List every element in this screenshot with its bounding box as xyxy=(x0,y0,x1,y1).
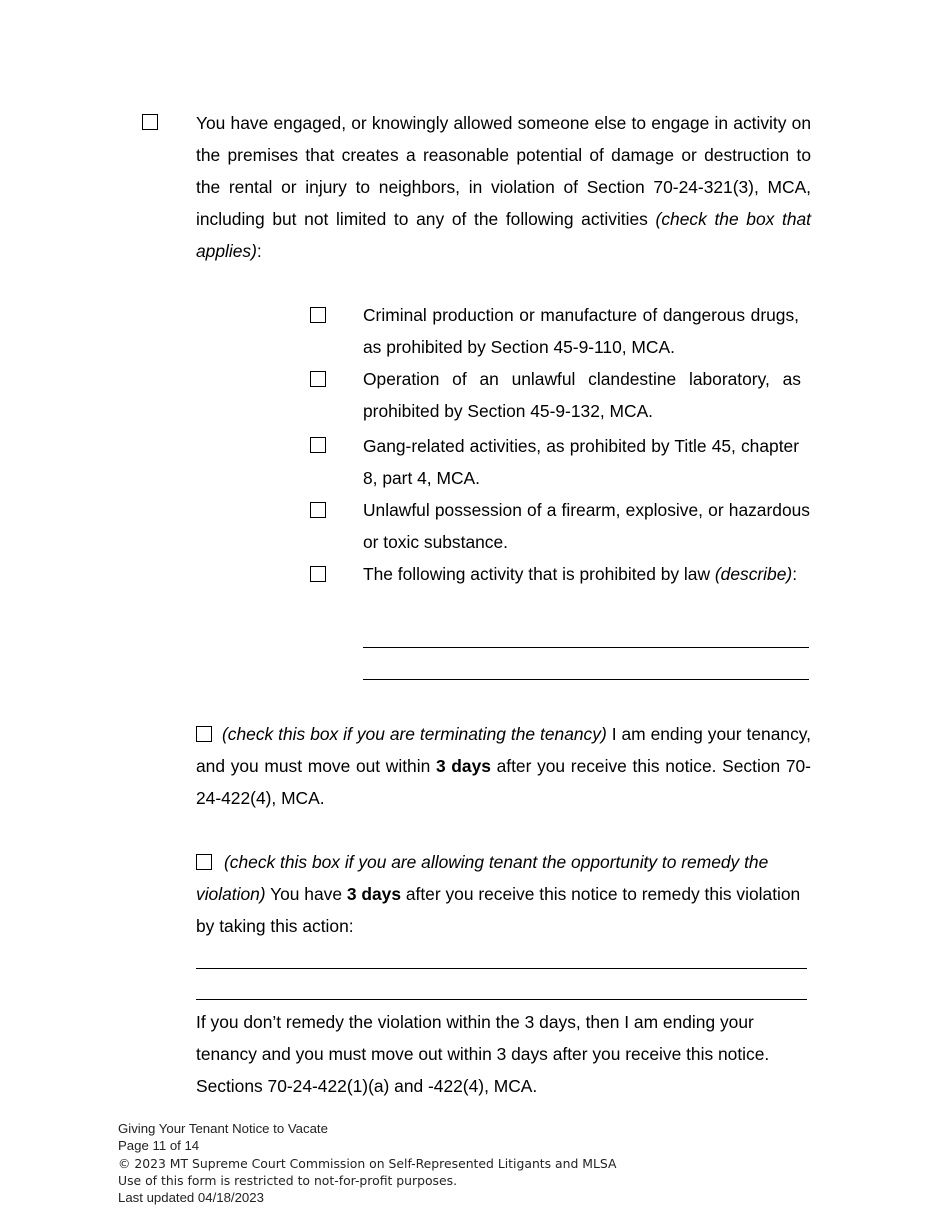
other-activity-colon: : xyxy=(792,564,798,584)
other-activity-body: The following activity that is prohibited by law xyxy=(363,564,715,584)
remedy-text xyxy=(196,846,808,942)
footer-copyright: © 2023 MT Supreme Court Commission on Self-Represented Litigants and MLSA xyxy=(118,1156,617,1171)
gang-text: Gang-related activities, as prohibited by Title 45, chapter 8, part 4, MCA. xyxy=(363,436,799,488)
other-activity-text xyxy=(363,558,810,590)
drugs-text: Criminal production or manufacture of dangerous drugs, as prohibited by Section 45-9-110, MCA. xyxy=(363,305,799,357)
main-activity-checkbox[interactable] xyxy=(142,114,158,130)
lab-checkbox[interactable] xyxy=(310,371,326,387)
terminate-instruction: (check this box if you are terminating the tenancy) xyxy=(222,724,607,744)
footer-page-number: Page 11 of 14 xyxy=(118,1138,200,1153)
remedy-checkbox[interactable] xyxy=(196,854,212,870)
main-activity-body: You have engaged, or knowingly allowed someone else to engage in activity on the premises that creates a reasonable potential of damage or destruction to the rental or injury to neighbors, in violation of Section 70-24-321(3), MCA, including but not limited to any of the following activities xyxy=(196,113,811,229)
describe-input-line-2[interactable] xyxy=(363,679,809,680)
terminate-body-a: I am ending your tenancy, and you must move out within xyxy=(196,724,811,776)
other-activity-instruction: (describe) xyxy=(714,564,793,584)
firearm-text: Unlawful possession of a firearm, explosive, or hazardous or toxic substance. xyxy=(363,500,810,552)
terminate-text xyxy=(196,718,811,814)
other-activity-checkbox[interactable] xyxy=(310,566,326,582)
main-activity-colon: : xyxy=(256,241,262,261)
gang-checkbox[interactable] xyxy=(310,437,326,453)
main-activity-instruction: (check the box that applies) xyxy=(196,209,812,261)
remedy-body-a: You have xyxy=(265,884,347,904)
lab-text: Operation of an unlawful clandestine laboratory, as prohibited by Section 45-9-132, MCA. xyxy=(363,369,801,421)
remedy-followup-text: If you don’t remedy the violation within the 3 days, then I am ending your tenancy and you must move out within 3 days after you receive this notice. Sections 70-24-422(1)(a) and -422(4), MCA. xyxy=(196,1012,770,1096)
remedy-days: 3 days xyxy=(346,884,402,904)
remedy-action-line-2[interactable] xyxy=(196,999,807,1000)
terminate-days: 3 days xyxy=(435,756,491,776)
terminate-body-b: after you receive this notice. Section 70-24-422(4), MCA. xyxy=(196,756,811,808)
drugs-checkbox[interactable] xyxy=(310,307,326,323)
firearm-checkbox[interactable] xyxy=(310,502,326,518)
describe-input-line-1[interactable] xyxy=(363,647,809,648)
terminate-checkbox[interactable] xyxy=(196,726,212,742)
footer-last-updated: Last updated 04/18/2023 xyxy=(118,1190,264,1205)
remedy-instruction: (check this box if you are allowing tenant the opportunity to remedy the violation) xyxy=(196,852,769,904)
footer-title: Giving Your Tenant Notice to Vacate xyxy=(118,1121,328,1136)
remedy-action-line-1[interactable] xyxy=(196,968,807,969)
remedy-body-b: after you receive this notice to remedy this violation by taking this action: xyxy=(196,884,801,936)
footer-usage-restriction: Use of this form is restricted to not-for-profit purposes. xyxy=(118,1173,458,1188)
main-activity-text xyxy=(196,107,811,267)
